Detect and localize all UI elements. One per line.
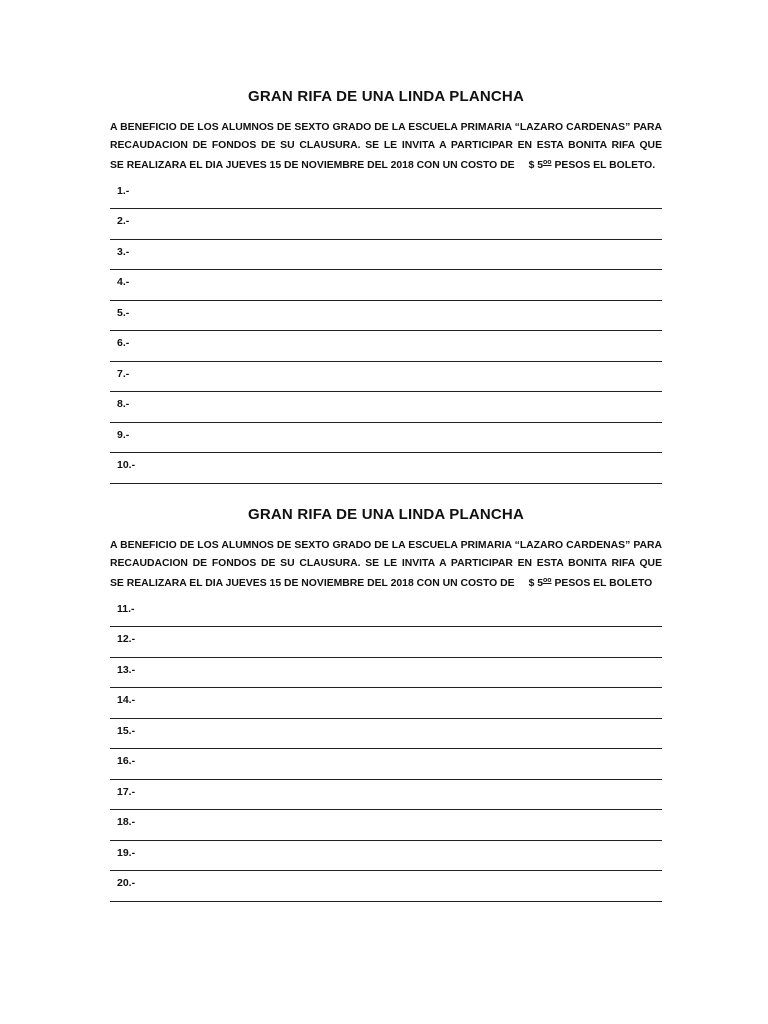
entry-number: 13.- — [117, 663, 136, 676]
entry-number: 2.- — [117, 215, 130, 227]
entry-row[interactable] — [110, 719, 662, 750]
description-text: SE REALIZARA EL DIA JUEVES 15 DE NOVIEMBRE DEL 2018 CON UN COSTO DE — [110, 160, 515, 171]
description-line: RECAUDACION DE FONDOS DE SU CLAUSURA. SE LE INVITA A PARTICIPAR EN ESTA BONITA RIFA QUE — [110, 557, 662, 569]
entry-row[interactable] — [110, 627, 662, 658]
entry-row[interactable] — [110, 871, 662, 902]
raffle-ticket-section — [110, 86, 662, 484]
entry-number: 12.- — [117, 633, 136, 645]
entry-number: 14.- — [117, 694, 136, 706]
entry-row[interactable] — [110, 301, 662, 332]
raffle-title: GRAN RIFA DE UNA LINDA PLANCHA — [248, 506, 524, 523]
entry-row[interactable] — [110, 597, 662, 628]
entry-number: 17.- — [117, 785, 136, 798]
entry-number: 15.- — [117, 724, 136, 737]
description-line: A BENEFICIO DE LOS ALUMNOS DE SEXTO GRADO DE LA ESCUELA PRIMARIA “LAZARO CARDENAS” PARA — [110, 540, 662, 551]
entry-number: 11.- — [117, 602, 135, 615]
description-line: A BENEFICIO DE LOS ALUMNOS DE SEXTO GRADO DE LA ESCUELA PRIMARIA “LAZARO CARDENAS” PARA — [110, 122, 662, 133]
description-line: RECAUDACION DE FONDOS DE SU CLAUSURA. SE LE INVITA A PARTICIPAR EN ESTA BONITA RIFA QUE — [110, 139, 662, 151]
entry-number: 8.- — [117, 398, 130, 410]
entry-row[interactable] — [110, 240, 662, 271]
entry-row[interactable] — [110, 841, 662, 872]
description-text: PESOS EL BOLETO. — [554, 160, 656, 171]
entry-row[interactable] — [110, 749, 662, 780]
entry-row[interactable] — [110, 658, 662, 689]
entry-row[interactable] — [110, 453, 662, 484]
entry-row[interactable] — [110, 270, 662, 301]
entry-number: 9.- — [117, 428, 130, 441]
description-line — [110, 572, 662, 593]
description-line — [110, 154, 662, 175]
entry-number: 6.- — [117, 337, 130, 349]
ticket-price: $ 5 — [528, 160, 544, 171]
entry-number: 5.- — [117, 306, 130, 319]
entry-number: 4.- — [117, 276, 130, 288]
raffle-ticket-section — [110, 504, 662, 902]
price-superscript: oo — [543, 159, 552, 166]
entry-row[interactable] — [110, 810, 662, 841]
entry-row[interactable] — [110, 392, 662, 423]
entry-number: 20.- — [117, 877, 136, 889]
entry-list — [110, 597, 662, 902]
entry-number: 1.- — [117, 184, 130, 197]
entry-row[interactable] — [110, 423, 662, 454]
entry-row[interactable] — [110, 780, 662, 811]
entry-number: 19.- — [117, 846, 136, 859]
entry-row[interactable] — [110, 331, 662, 362]
entry-row[interactable] — [110, 179, 662, 210]
entry-row[interactable] — [110, 688, 662, 719]
entry-row[interactable] — [110, 209, 662, 240]
entry-row[interactable] — [110, 362, 662, 393]
entry-number: 18.- — [117, 816, 136, 828]
description-text: PESOS EL BOLETO — [554, 578, 653, 589]
entry-list — [110, 179, 662, 484]
entry-number: 10.- — [117, 459, 136, 471]
description-text: SE REALIZARA EL DIA JUEVES 15 DE NOVIEMBRE DEL 2018 CON UN COSTO DE — [110, 578, 515, 589]
entry-number: 16.- — [117, 755, 136, 767]
ticket-price: $ 5 — [528, 578, 544, 589]
price-superscript: oo — [543, 577, 552, 584]
raffle-title: GRAN RIFA DE UNA LINDA PLANCHA — [248, 88, 524, 105]
entry-number: 3.- — [117, 245, 130, 258]
raffle-description — [110, 119, 662, 175]
entry-number: 7.- — [117, 367, 130, 380]
raffle-description — [110, 537, 662, 593]
